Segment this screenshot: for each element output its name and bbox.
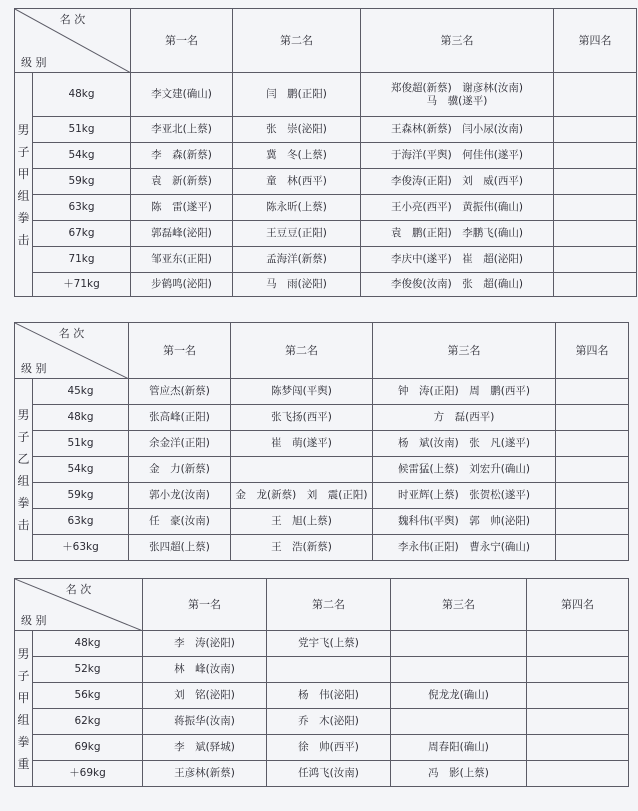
place-1-cell: 步鹤鸣(泌阳) — [131, 273, 233, 297]
place-4-cell — [554, 247, 637, 273]
table-row — [15, 221, 637, 247]
diagonal-header-cell — [15, 323, 129, 379]
place-2-cell: 崔 萌(遂平) — [231, 431, 373, 457]
table-row — [15, 709, 629, 735]
place-3-cell: 方 磊(西平) — [373, 405, 556, 431]
table-row — [15, 405, 629, 431]
table-row — [15, 273, 637, 297]
place-1-cell: 蒋振华(汝南) — [143, 709, 267, 735]
table-row — [15, 117, 637, 143]
place-3-cell: 冯 影(上蔡) — [391, 761, 527, 787]
table-row — [15, 761, 629, 787]
place-2-cell: 张飞扬(西平) — [231, 405, 373, 431]
place-1-cell: 张四超(上蔡) — [129, 535, 231, 561]
place-1-cell: 王彦林(新蔡) — [143, 761, 267, 787]
table-row — [15, 631, 629, 657]
place-1-cell: 管应杰(新蔡) — [129, 379, 231, 405]
weight-class-label: 级 别 — [21, 56, 47, 69]
cell-line: 郑俊超(新蔡) 谢彦林(汝南) — [391, 81, 523, 94]
results-table-3 — [14, 578, 629, 787]
column-header-place-2: 第二名 — [233, 9, 361, 73]
column-header-place-3: 第三名 — [391, 579, 527, 631]
column-header-place-4: 第四名 — [554, 9, 637, 73]
place-1-cell: 袁 新(新蔡) — [131, 169, 233, 195]
place-3-cell: 时亚辉(上蔡) 张贺松(遂平) — [373, 483, 556, 509]
table-row — [15, 247, 637, 273]
header-row — [15, 9, 637, 73]
weight-class-cell: 51kg — [33, 117, 131, 143]
place-4-cell — [527, 735, 629, 761]
rank-label: 名 次 — [65, 583, 92, 596]
place-1-cell: 李 涛(泌阳) — [143, 631, 267, 657]
place-3-cell: 钟 涛(正阳) 周 鹏(西平) — [373, 379, 556, 405]
place-2-cell: 党宇飞(上蔡) — [267, 631, 391, 657]
table-row — [15, 657, 629, 683]
place-2-cell: 冀 冬(上蔡) — [233, 143, 361, 169]
place-4-cell — [527, 631, 629, 657]
column-header-place-3: 第三名 — [361, 9, 554, 73]
weight-class-cell: 54kg — [33, 143, 131, 169]
place-1-cell: 余金洋(正阳) — [129, 431, 231, 457]
place-4-cell — [556, 535, 629, 561]
place-4-cell — [556, 405, 629, 431]
place-3-cell: 袁 鹏(正阳) 李鹏飞(确山) — [361, 221, 554, 247]
event-group-label: 男子甲组拳重 — [17, 646, 30, 771]
table-row — [15, 735, 629, 761]
place-1-cell: 李 森(新蔡) — [131, 143, 233, 169]
weight-class-cell: ＋63kg — [33, 535, 129, 561]
weight-class-cell: 48kg — [33, 73, 131, 117]
place-4-cell — [554, 143, 637, 169]
place-1-cell: 邹亚东(正阳) — [131, 247, 233, 273]
place-4-cell — [527, 683, 629, 709]
place-4-cell — [556, 483, 629, 509]
column-header-place-1: 第一名 — [129, 323, 231, 379]
place-1-cell: 刘 铭(泌阳) — [143, 683, 267, 709]
weight-class-cell: 67kg — [33, 221, 131, 247]
place-3-cell: 王森林(新蔡) 闫小尿(汝南) — [361, 117, 554, 143]
place-1-cell: 郭磊峰(泌阳) — [131, 221, 233, 247]
weight-class-cell: 45kg — [33, 379, 129, 405]
weight-class-cell: 63kg — [33, 509, 129, 535]
table-row — [15, 509, 629, 535]
place-3-cell: 王小亮(西平) 黄振伟(确山) — [361, 195, 554, 221]
table-row — [15, 379, 629, 405]
event-group-cell — [15, 379, 33, 561]
place-4-cell — [554, 169, 637, 195]
place-3-cell: 魏科伟(平舆) 郭 帅(泌阳) — [373, 509, 556, 535]
column-header-place-3: 第三名 — [373, 323, 556, 379]
rank-label: 名 次 — [59, 13, 86, 26]
place-2-cell: 张 崇(泌阳) — [233, 117, 361, 143]
weight-class-cell: 51kg — [33, 431, 129, 457]
place-1-cell: 李 斌(驿城) — [143, 735, 267, 761]
table-row — [15, 195, 637, 221]
event-group-label: 男子乙组拳击 — [17, 407, 30, 532]
place-4-cell — [556, 457, 629, 483]
place-2-cell: 王 浩(新蔡) — [231, 535, 373, 561]
place-2-cell: 王豆豆(正阳) — [233, 221, 361, 247]
weight-class-cell: 54kg — [33, 457, 129, 483]
weight-class-label: 级 别 — [21, 614, 47, 627]
place-4-cell — [554, 221, 637, 247]
place-2-cell: 陈梦闯(平舆) — [231, 379, 373, 405]
place-3-cell — [361, 73, 554, 117]
place-4-cell — [554, 117, 637, 143]
place-1-cell: 郭小龙(汝南) — [129, 483, 231, 509]
event-group-label: 男子甲组拳击 — [17, 122, 30, 247]
diagonal-header-cell — [15, 9, 131, 73]
column-header-place-1: 第一名 — [143, 579, 267, 631]
place-1-cell: 林 峰(汝南) — [143, 657, 267, 683]
place-2-cell: 童 林(西平) — [233, 169, 361, 195]
column-header-place-2: 第二名 — [267, 579, 391, 631]
table-row — [15, 457, 629, 483]
diagonal-header-cell — [15, 579, 143, 631]
weight-class-cell: 59kg — [33, 483, 129, 509]
results-table-1 — [14, 8, 637, 297]
place-3-cell: 周春阳(确山) — [391, 735, 527, 761]
place-2-cell: 徐 帅(西平) — [267, 735, 391, 761]
place-2-cell: 孟海洋(新蔡) — [233, 247, 361, 273]
place-2-cell: 陈永昕(上蔡) — [233, 195, 361, 221]
header-row — [15, 323, 629, 379]
place-1-cell: 陈 雷(遂平) — [131, 195, 233, 221]
event-group-cell — [15, 631, 33, 787]
rank-label: 名 次 — [58, 327, 85, 340]
weight-class-cell: 71kg — [33, 247, 131, 273]
place-4-cell — [556, 379, 629, 405]
table-row — [15, 143, 637, 169]
place-2-cell: 任鸿飞(汝南) — [267, 761, 391, 787]
weight-class-cell: ＋69kg — [33, 761, 143, 787]
table-row — [15, 483, 629, 509]
place-3-cell: 杨 斌(汝南) 张 凡(遂平) — [373, 431, 556, 457]
place-1-cell: 李文建(确山) — [131, 73, 233, 117]
place-2-cell: 闫 鹏(正阳) — [233, 73, 361, 117]
place-3-cell: 候雷猛(上蔡) 刘宏升(确山) — [373, 457, 556, 483]
place-4-cell — [527, 761, 629, 787]
place-3-cell — [391, 657, 527, 683]
place-1-cell: 金 力(新蔡) — [129, 457, 231, 483]
table-row — [15, 431, 629, 457]
place-3-cell: 李俊涛(正阳) 刘 威(西平) — [361, 169, 554, 195]
place-2-cell: 金 龙(新蔡) 刘 震(正阳) — [231, 483, 373, 509]
place-3-cell: 李永伟(正阳) 曹永宁(确山) — [373, 535, 556, 561]
place-3-cell: 李俊俊(汝南) 张 超(确山) — [361, 273, 554, 297]
place-4-cell — [554, 195, 637, 221]
place-3-cell: 李庆中(遂平) 崔 超(泌阳) — [361, 247, 554, 273]
header-row — [15, 579, 629, 631]
column-header-place-2: 第二名 — [231, 323, 373, 379]
place-3-cell: 于海洋(平舆) 何佳伟(遂平) — [361, 143, 554, 169]
column-header-place-1: 第一名 — [131, 9, 233, 73]
weight-class-cell: 52kg — [33, 657, 143, 683]
place-1-cell: 张高峰(正阳) — [129, 405, 231, 431]
place-4-cell — [527, 657, 629, 683]
place-3-cell — [391, 709, 527, 735]
place-4-cell — [556, 509, 629, 535]
weight-class-cell: 56kg — [33, 683, 143, 709]
weight-class-label: 级 别 — [21, 362, 47, 375]
weight-class-cell: 48kg — [33, 405, 129, 431]
place-2-cell: 乔 木(泌阳) — [267, 709, 391, 735]
place-3-cell — [391, 631, 527, 657]
weight-class-cell: 69kg — [33, 735, 143, 761]
place-4-cell — [554, 273, 637, 297]
event-group-cell — [15, 73, 33, 297]
place-2-cell — [267, 657, 391, 683]
place-1-cell: 任 豪(汝南) — [129, 509, 231, 535]
place-3-cell: 倪龙龙(确山) — [391, 683, 527, 709]
table-row — [15, 683, 629, 709]
cell-line: 马 骥(遂平) — [426, 94, 488, 107]
weight-class-cell: 48kg — [33, 631, 143, 657]
place-4-cell — [554, 73, 637, 117]
place-1-cell: 李亚北(上蔡) — [131, 117, 233, 143]
place-2-cell: 马 雨(泌阳) — [233, 273, 361, 297]
place-2-cell: 王 旭(上蔡) — [231, 509, 373, 535]
place-4-cell — [556, 431, 629, 457]
place-4-cell — [527, 709, 629, 735]
place-2-cell: 杨 伟(泌阳) — [267, 683, 391, 709]
weight-class-cell: 59kg — [33, 169, 131, 195]
table-row — [15, 73, 637, 117]
weight-class-cell: 63kg — [33, 195, 131, 221]
table-row — [15, 169, 637, 195]
table-row — [15, 535, 629, 561]
weight-class-cell: 62kg — [33, 709, 143, 735]
column-header-place-4: 第四名 — [527, 579, 629, 631]
place-2-cell — [231, 457, 373, 483]
column-header-place-4: 第四名 — [556, 323, 629, 379]
results-table-2 — [14, 322, 629, 561]
weight-class-cell: ＋71kg — [33, 273, 131, 297]
